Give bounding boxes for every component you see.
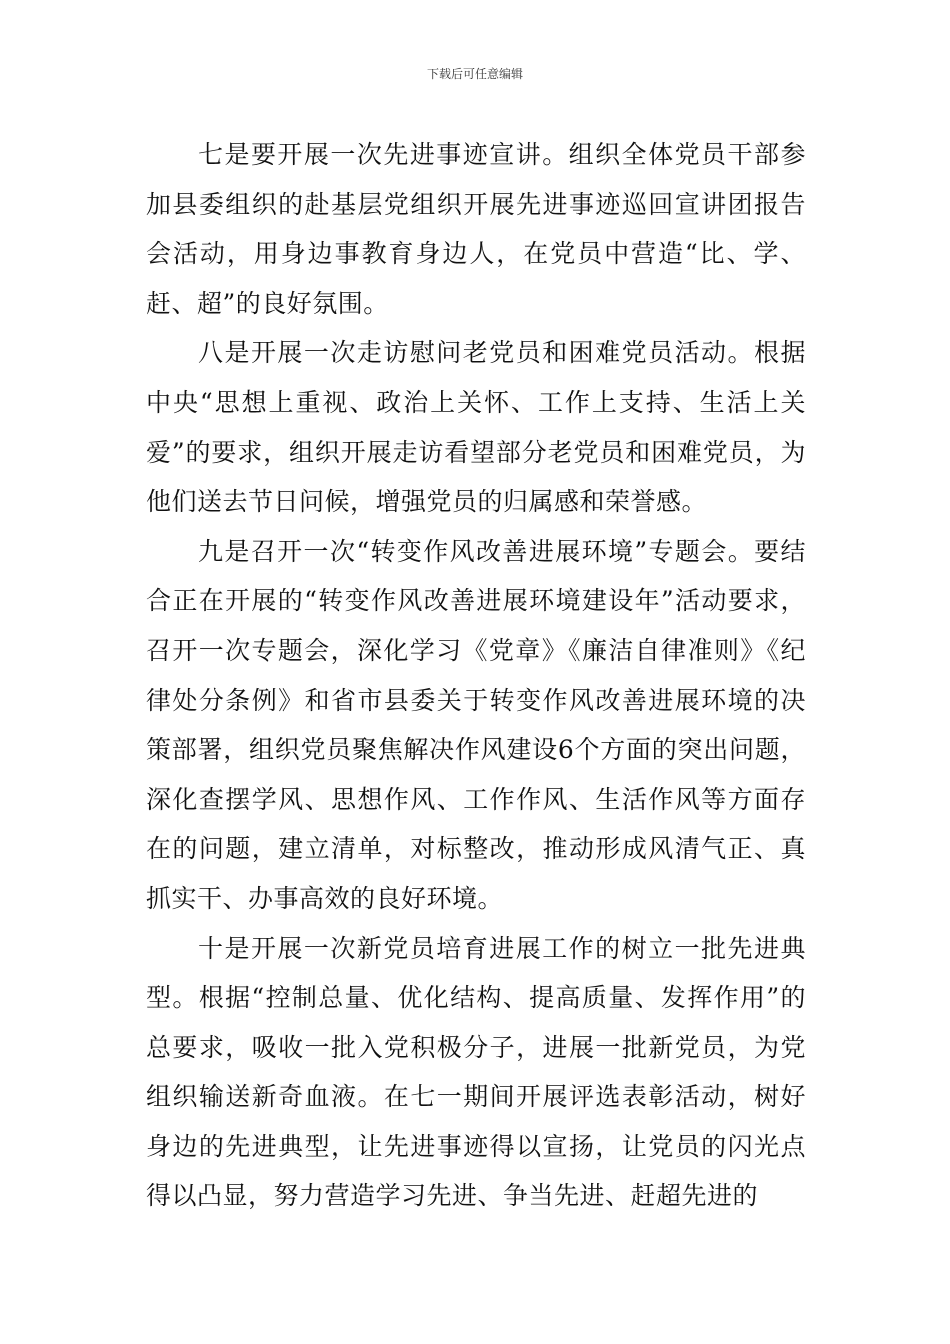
paragraph-7: 七是要开展一次先进事迹宣讲。组织全体党员干部参加县委组织的赴基层党组织开展先进事迹巡回宣讲团报告会活动，用身边事教育身边人，在党员中营造“比、学、赶、超”的良好氛围。 xyxy=(146,140,806,318)
document-body xyxy=(146,130,806,1221)
paragraph-10: 十是开展一次新党员培育进展工作的树立一批先进典型。根据“控制总量、优化结构、提高质量、发挥作用”的总要求，吸收一批入党积极分子，进展一批新党员，为党组织输送新奇血液。在七一期间开展评选表彰活动，树好身边的先进典型，让先进事迹得以宣扬，让党员的闪光点得以凸显，努力营造学习先进、争当先进、赶超先进的 xyxy=(146,933,806,1211)
paragraph-9: 九是召开一次“转变作风改善进展环境”专题会。要结合正在开展的“转变作风改善进展环境建设年”活动要求，召开一次专题会，深化学习《党章》《廉洁自律准则》《纪律处分条例》和省市县委关于转变作风改善进展环境的决策部署，组织党员聚焦解决作风建设6个方面的突出问题，深化查摆学风、思想作风、工作作风、生活作风等方面存在的问题，建立清单，对标整改，推动形成风清气正、真抓实干、办事高效的良好环境。 xyxy=(146,536,806,913)
header-note: 下载后可任意编辑 xyxy=(426,67,523,81)
paragraph-8: 八是开展一次走访慰问老党员和困难党员活动。根据中央“思想上重视、政治上关怀、工作上支持、生活上关爱”的要求，组织开展走访看望部分老党员和困难党员，为他们送去节日问候，增强党员的归属感和荣誉感。 xyxy=(146,338,806,517)
